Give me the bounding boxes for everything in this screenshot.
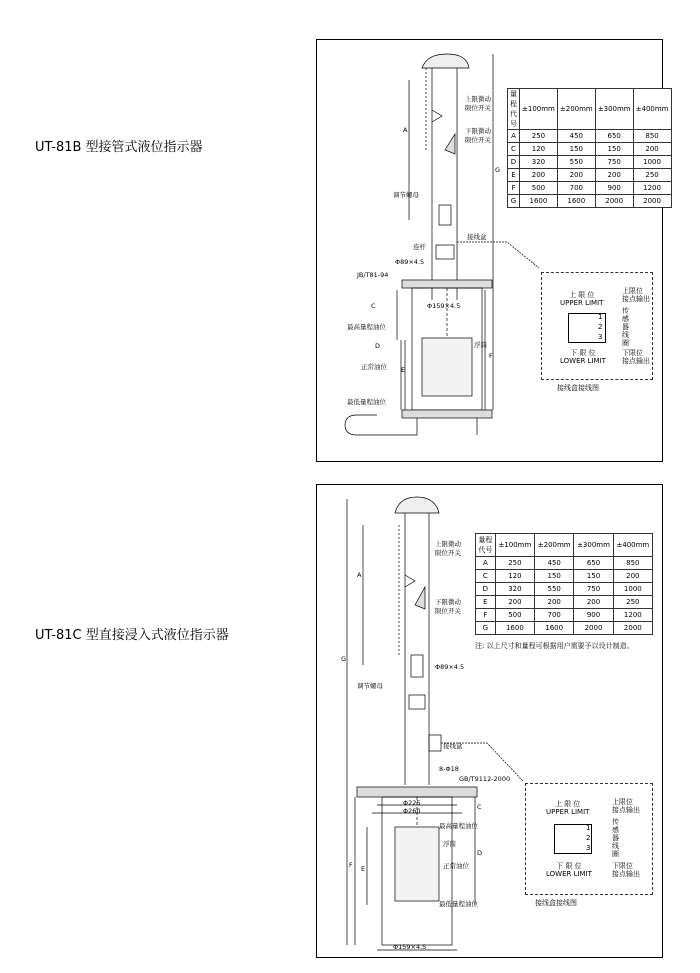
range-header: ±100mm [495, 534, 534, 557]
cell: 1600 [535, 622, 574, 635]
bolts-label: 8-Φ18 [439, 765, 459, 773]
pipe-spec-label: Φ89×4.5 [395, 258, 425, 266]
max-level-label: 最高量程油位 [347, 323, 386, 331]
max-level-label: 最高量程油位 [439, 822, 478, 830]
cell: 2000 [574, 622, 613, 635]
normal-level-label: 正常油位 [361, 363, 387, 371]
cell: 1600 [520, 195, 558, 208]
junction-box-label: 接线盒 [443, 742, 463, 750]
cell: 450 [557, 130, 595, 143]
table-row [508, 169, 672, 182]
cell: 750 [595, 156, 633, 169]
connecting-rod-label: 连杆 [413, 243, 426, 251]
cell: 150 [574, 570, 613, 583]
cell: 850 [613, 557, 652, 570]
cell: 500 [520, 182, 558, 195]
dim-e-label: E [361, 865, 366, 873]
cell: 900 [595, 182, 633, 195]
row-code: D [508, 156, 520, 169]
cell: 150 [557, 143, 595, 156]
cell: 550 [535, 583, 574, 596]
row-code: C [476, 570, 496, 583]
body-spec-label: Φ159×4.5 [427, 302, 461, 310]
cell: 900 [574, 609, 613, 622]
diagram-c-title: UT-81C 型直接浸入式液位指示器 [35, 628, 229, 643]
row-code: F [508, 182, 520, 195]
table-corner-cell [476, 534, 496, 557]
row-code: F [476, 609, 496, 622]
cell: 2000 [595, 195, 633, 208]
cell: 700 [535, 609, 574, 622]
wiring-caption: 接线盒接线图 [557, 384, 599, 392]
cell: 550 [557, 156, 595, 169]
terminal-label: 1 [586, 824, 591, 832]
diagram-b-spec-table [507, 88, 672, 208]
row-code: G [508, 195, 520, 208]
range-header: ±300mm [595, 89, 633, 130]
float-label: 浮筒 [443, 840, 456, 848]
lower-output-label: 下限位 接点输出 [612, 862, 640, 878]
cell: 850 [633, 130, 671, 143]
row-code: A [508, 130, 520, 143]
cell: 320 [495, 583, 534, 596]
cell: 250 [495, 557, 534, 570]
upper-limit-label: 上 限 位 UPPER LIMIT [560, 291, 604, 307]
flange-dia-2-label: Φ260 [403, 807, 421, 815]
cell: 150 [535, 570, 574, 583]
dim-c-label: C [371, 302, 376, 310]
terminal-label: 2 [598, 323, 603, 331]
range-header: ±200mm [557, 89, 595, 130]
dim-f-label: F [349, 861, 353, 869]
cable-label: 传 感 器 线 圈 [612, 818, 619, 858]
upper-output-label: 上限位 接点输出 [622, 287, 650, 303]
row-code: A [476, 557, 496, 570]
dim-f-label: F [489, 352, 493, 360]
range-header: ±400mm [613, 534, 652, 557]
cell: 1600 [495, 622, 534, 635]
cell: 1200 [633, 182, 671, 195]
dim-a-label: A [357, 571, 362, 579]
upper-switch-label: 上限微动 限位开关 [465, 95, 491, 112]
table-row [476, 557, 653, 570]
wiring-caption: 接线盒接线图 [535, 899, 577, 907]
table-row [508, 130, 672, 143]
junction-box-label: 接线盒 [467, 233, 487, 241]
cell: 120 [520, 143, 558, 156]
min-level-label: 最低量程油位 [439, 900, 478, 908]
diagram-c-wiring-box [525, 783, 653, 895]
cell: 200 [633, 143, 671, 156]
row-code: G [476, 622, 496, 635]
cell: 200 [595, 169, 633, 182]
table-row [508, 156, 672, 169]
terminal-label: 3 [586, 844, 591, 852]
table-row [508, 182, 672, 195]
upper-output-label: 上限位 接点输出 [612, 798, 640, 814]
body-spec-label: Φ159×4.5 [393, 943, 427, 951]
dim-g-label: G [495, 166, 501, 174]
dim-c-label: C [477, 803, 482, 811]
dim-a-label: A [403, 126, 408, 134]
table-row [508, 143, 672, 156]
range-header: ±300mm [574, 534, 613, 557]
range-header: ±100mm [520, 89, 558, 130]
table-row [476, 609, 653, 622]
cell: 650 [595, 130, 633, 143]
adjust-nut-label: 调节螺母 [393, 191, 419, 199]
cell: 1600 [557, 195, 595, 208]
min-level-label: 最低量程油位 [347, 398, 386, 406]
cell: 320 [520, 156, 558, 169]
corner-top: 量程 [510, 90, 517, 108]
cell: 2000 [633, 195, 671, 208]
lower-output-label: 下限位 接点输出 [622, 349, 650, 365]
dim-g-label: G [341, 655, 347, 663]
table-row [508, 195, 672, 208]
cell: 1000 [633, 156, 671, 169]
lower-limit-label: 下 限 位 LOWER LIMIT [546, 862, 592, 878]
terminal-label: 1 [598, 313, 603, 321]
table-row [476, 570, 653, 583]
corner-bottom: 代号 [510, 110, 517, 128]
adjust-nut-label: 调节螺母 [357, 682, 383, 690]
cell: 2000 [613, 622, 652, 635]
corner-bottom: 代号 [478, 546, 493, 554]
cell: 200 [495, 596, 534, 609]
row-code: E [508, 169, 520, 182]
corner-top: 量程 [478, 536, 493, 544]
terminal-label: 2 [586, 834, 591, 842]
cable-label: 传 感 器 线 圈 [622, 307, 629, 347]
flange-dia-1-label: Φ225 [403, 799, 421, 807]
cell: 1000 [613, 583, 652, 596]
cell: 750 [574, 583, 613, 596]
dim-d-label: D [477, 849, 483, 857]
cell: 200 [613, 570, 652, 583]
range-header: ±400mm [633, 89, 671, 130]
standard-label: GB/T9112-2000 [459, 775, 511, 783]
lower-switch-label: 下限微动 限位开关 [465, 127, 491, 144]
table-row [476, 583, 653, 596]
standard-label: JB/T81-94 [357, 271, 389, 279]
pipe-spec-label: Φ89×4.5 [435, 663, 465, 671]
table-note: 注: 以上尺寸和量程可根据用户需要予以设计制造。 [475, 642, 634, 650]
cell: 700 [557, 182, 595, 195]
cell: 200 [535, 596, 574, 609]
cell: 120 [495, 570, 534, 583]
lower-switch-label: 下限微动 限位开关 [435, 598, 461, 615]
normal-level-label: 正常油位 [443, 862, 469, 870]
cell: 250 [520, 130, 558, 143]
cell: 250 [633, 169, 671, 182]
range-header: ±200mm [535, 534, 574, 557]
cell: 250 [613, 596, 652, 609]
row-code: D [476, 583, 496, 596]
table-row [476, 622, 653, 635]
diagram-c-spec-table [475, 533, 653, 635]
cell: 200 [574, 596, 613, 609]
row-code: C [508, 143, 520, 156]
table-corner-cell [508, 89, 520, 130]
lower-limit-label: 下 限 位 LOWER LIMIT [560, 349, 606, 365]
upper-switch-label: 上限微动 限位开关 [435, 540, 461, 557]
diagram-b-wiring-box [541, 272, 653, 380]
upper-limit-label: 上 限 位 UPPER LIMIT [546, 800, 590, 816]
row-code: E [476, 596, 496, 609]
diagram-b-title: UT-81B 型接管式液位指示器 [35, 140, 203, 155]
cell: 500 [495, 609, 534, 622]
cell: 1200 [613, 609, 652, 622]
cell: 150 [595, 143, 633, 156]
table-row [476, 596, 653, 609]
float-label: 浮筒 [474, 341, 487, 349]
cell: 650 [574, 557, 613, 570]
diagram-b-panel [316, 39, 669, 462]
terminal-label: 3 [598, 333, 603, 341]
cell: 200 [520, 169, 558, 182]
cell: 450 [535, 557, 574, 570]
cell: 200 [557, 169, 595, 182]
diagram-c-panel [316, 484, 663, 958]
dim-d-label: D [375, 342, 381, 350]
dim-e-label: E [401, 366, 406, 374]
